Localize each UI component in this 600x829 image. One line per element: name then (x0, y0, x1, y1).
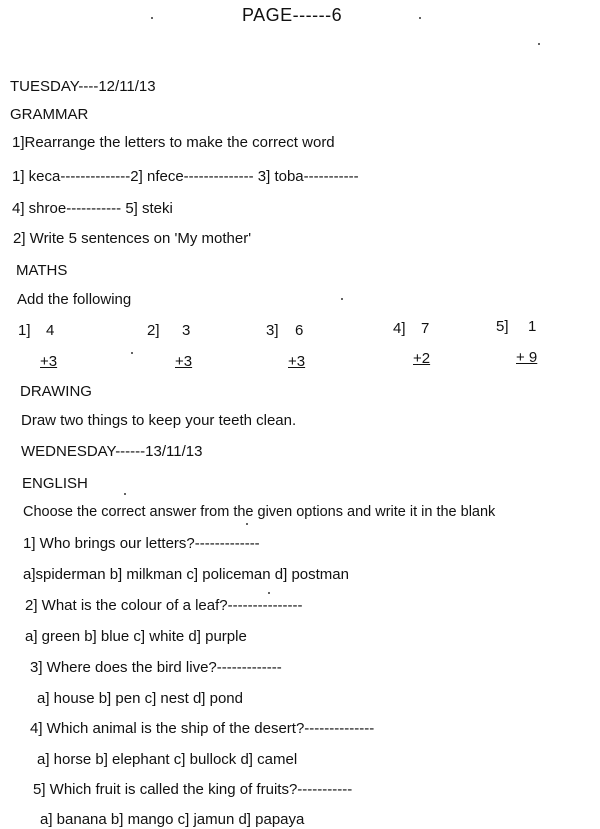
scan-speck (124, 493, 126, 495)
mcq-question: 3] Where does the bird live?------------- (30, 659, 282, 676)
mcq-options: a] banana b] mango c] jamun d] papaya (40, 811, 305, 828)
page-label: PAGE------6 (242, 5, 343, 25)
scan-speck (246, 523, 248, 525)
mcq-question: 2] What is the colour of a leaf?--------------- (25, 597, 303, 614)
sum-label: 1] (18, 322, 31, 339)
q1-line-1: 1] keca--------------2] nfece-------------- 3] toba----------- (12, 168, 359, 185)
sum-label: 4] (393, 320, 406, 337)
sum-top: 3 (182, 322, 191, 339)
scan-speck (419, 17, 421, 19)
scan-speck (151, 17, 153, 19)
sum-top: 4 (46, 322, 55, 339)
sum-bottom: + 9 (516, 349, 538, 366)
sum-bottom: +3 (40, 353, 58, 370)
scan-speck (341, 298, 343, 300)
sum-top: 1 (528, 318, 537, 335)
mcq-question: 5] Which fruit is called the king of fruits?----------- (33, 781, 353, 798)
drawing-task: Draw two things to keep your teeth clean. (21, 412, 297, 429)
english-heading: ENGLISH (22, 475, 88, 492)
q1-line-2: 4] shroe----------- 5] steki (12, 200, 173, 217)
maths-instruction: Add the following (17, 291, 132, 308)
sum-label: 3] (266, 322, 279, 339)
q2-task: 2] Write 5 sentences on 'My mother' (13, 230, 252, 247)
mcq-options: a] horse b] elephant c] bullock d] camel (37, 751, 298, 768)
scan-speck (268, 592, 270, 594)
sum-bottom: +3 (175, 353, 193, 370)
sum-bottom: +2 (413, 350, 431, 367)
sum-label: 5] (496, 318, 509, 335)
mcq-options: a] house b] pen c] nest d] pond (37, 690, 243, 707)
mcq-options: a]spiderman b] milkman c] policeman d] postman (23, 566, 349, 583)
wednesday-date: WEDNESDAY------13/11/13 (21, 443, 203, 460)
q1-instruction: 1]Rearrange the letters to make the correct word (12, 134, 335, 151)
sum-top: 7 (421, 320, 430, 337)
maths-heading: MATHS (16, 262, 68, 279)
sum-top: 6 (295, 322, 304, 339)
drawing-heading: DRAWING (20, 383, 92, 400)
scan-speck (131, 352, 133, 354)
mcq-question: 4] Which animal is the ship of the desert?-------------- (30, 720, 375, 737)
sum-label: 2] (147, 322, 160, 339)
grammar-heading: GRAMMAR (10, 106, 89, 123)
mcq-options: a] green b] blue c] white d] purple (25, 628, 247, 645)
tuesday-date: TUESDAY----12/11/13 (10, 78, 156, 95)
scan-speck (538, 43, 540, 45)
mcq-question: 1] Who brings our letters?------------- (23, 535, 260, 552)
sum-bottom: +3 (288, 353, 306, 370)
english-instruction: Choose the correct answer from the given options and write it in the blank (23, 504, 496, 520)
